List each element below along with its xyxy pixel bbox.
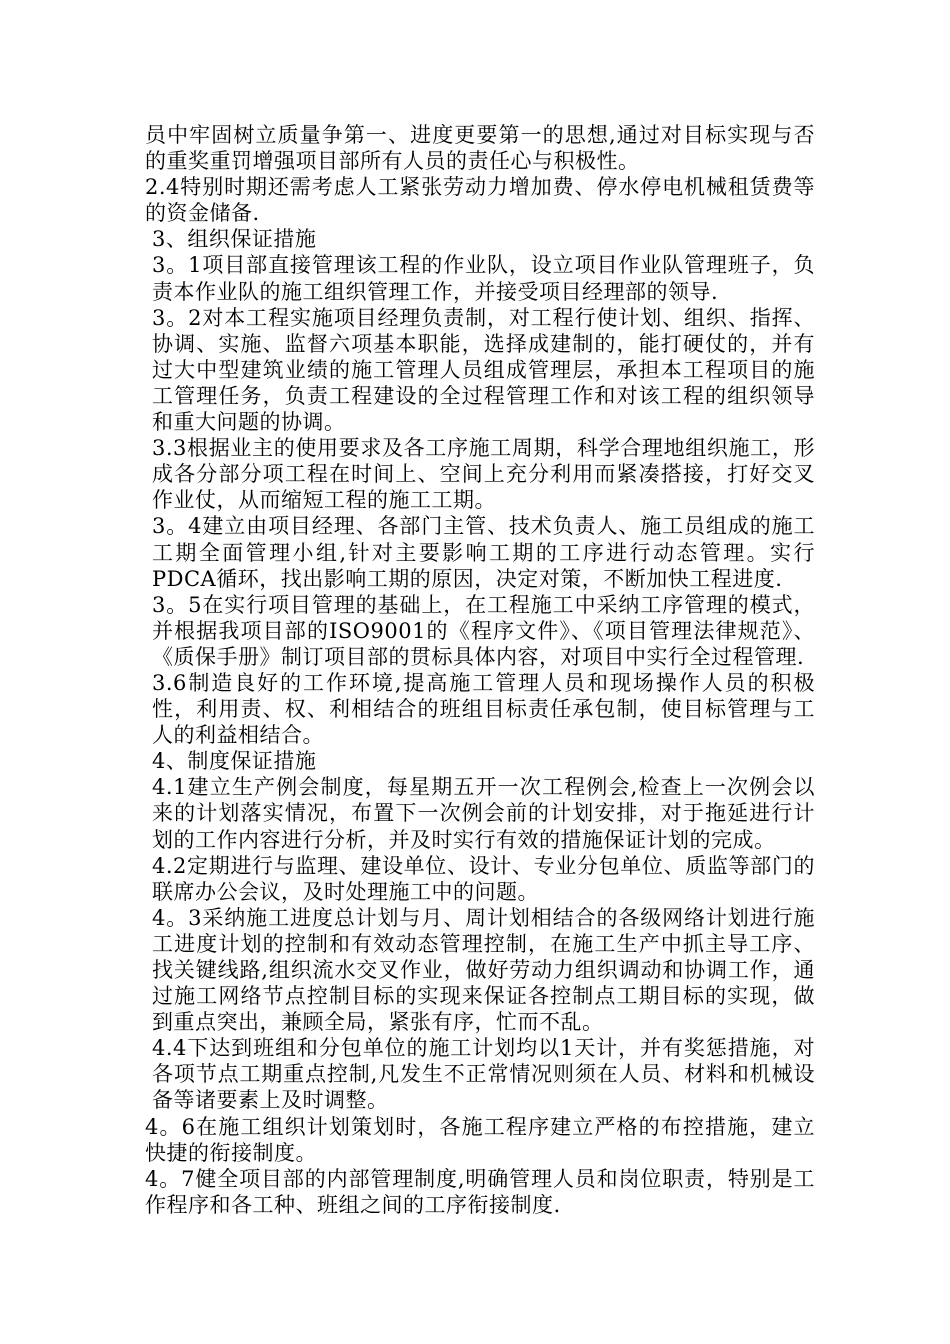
- paragraph-4-1: 4.1建立生产例会制度，每星期五开一次工程例会,检查上一次例会以来的计划落实情况，布置下一次例会前的计划安排，对于拖延进行计划的工作内容进行分析，并及时实行有效的措施保证计划的完成。: [152, 775, 815, 852]
- paragraph-4-3: 4。3采纳施工进度总计划与月、周计划相结合的各级网络计划进行施工进度计划的控制和有效动态管理控制，在施工生产中抓主导工序、找关键线路,组织流水交叉作业，做好劳动力组织调动和协调工作，通过施工网络节点控制目标的实现来保证各控制点工期目标的实现，做到重点突出，兼顾全局，紧张有序，忙而不乱。: [152, 905, 815, 1035]
- document-page: [145, 122, 815, 1218]
- paragraph-4-4: 4.4下达到班组和分包单位的施工计划均以1天计，并有奖惩措施，对各项节点工期重点控制,凡发生不正常情况则须在人员、材料和机械设备等诸要素上及时调整。: [152, 1036, 815, 1113]
- section-heading-3: 3、组织保证措施: [152, 227, 317, 252]
- paragraph-3-6: 3.6制造良好的工作环境,提高施工管理人员和现场操作人员的积极性，利用责、权、利相结合的班组目标责任承包制，使目标管理与工人的利益相结合。: [152, 670, 815, 748]
- paragraph-2: 2.4特别时期还需考虑人工紧张劳动力增加费、停水停电机械租赁费等的资金储备.: [145, 175, 815, 226]
- paragraph-3-2: 3。2对本工程实施项目经理负责制，对工程行使计划、组织、指挥、协调、实施、监督六项基本职能，选择成建制的，能打硬仗的，并有过大中型建筑业绩的施工管理人员组成管理层，承担本工程项目的施工管理任务，负责工程建设的全过程管理工作和对该工程的组织领导和重大问题的协调。: [152, 305, 815, 435]
- section-heading-4: 4、制度保证措施: [152, 749, 317, 774]
- paragraph-1: 员中牢固树立质量争第一、进度更要第一的思想,通过对目标实现与否的重奖重罚增强项目部所有人员的责任心与积极性。: [145, 123, 815, 174]
- paragraph-3-3: 3.3根据业主的使用要求及各工序施工周期，科学合理地组织施工，形成各分部分项工程在时间上、空间上充分利用而紧凑搭接，打好交叉作业仗，从而缩短工程的施工工期。: [152, 436, 815, 513]
- paragraph-4-6: 4。6在施工组织计划策划时，各施工程序建立严格的布控措施，建立快捷的衔接制度。: [145, 1114, 815, 1165]
- paragraph-4-2: 4.2定期进行与监理、建设单位、设计、专业分包单位、质监等部门的联席办公会议，及时处理施工中的问题。: [152, 853, 815, 904]
- paragraph-3-4: 3。4建立由项目经理、各部门主管、技术负责人、施工员组成的施工工期全面管理小组,针对主要影响工期的工序进行动态管理。实行PDCA循环，找出影响工期的原因，决定对策，不断加快工程进度.: [152, 514, 815, 591]
- paragraph-3-5: 3。5在实行项目管理的基础上，在工程施工中采纳工序管理的模式，并根据我项目部的ISO9001的《程序文件》、《项目管理法律规范》、《质保手册》制订项目部的贯标具体内容，对项目中实行全过程管理.: [152, 592, 815, 669]
- paragraph-3-1: 3。1项目部直接管理该工程的作业队，设立项目作业队管理班子，负责本作业队的施工组织管理工作，并接受项目经理部的领导.: [152, 253, 815, 304]
- paragraph-4-7: 4。7健全项目部的内部管理制度,明确管理人员和岗位职责，特别是工作程序和各工种、班组之间的工序衔接制度.: [145, 1166, 815, 1217]
